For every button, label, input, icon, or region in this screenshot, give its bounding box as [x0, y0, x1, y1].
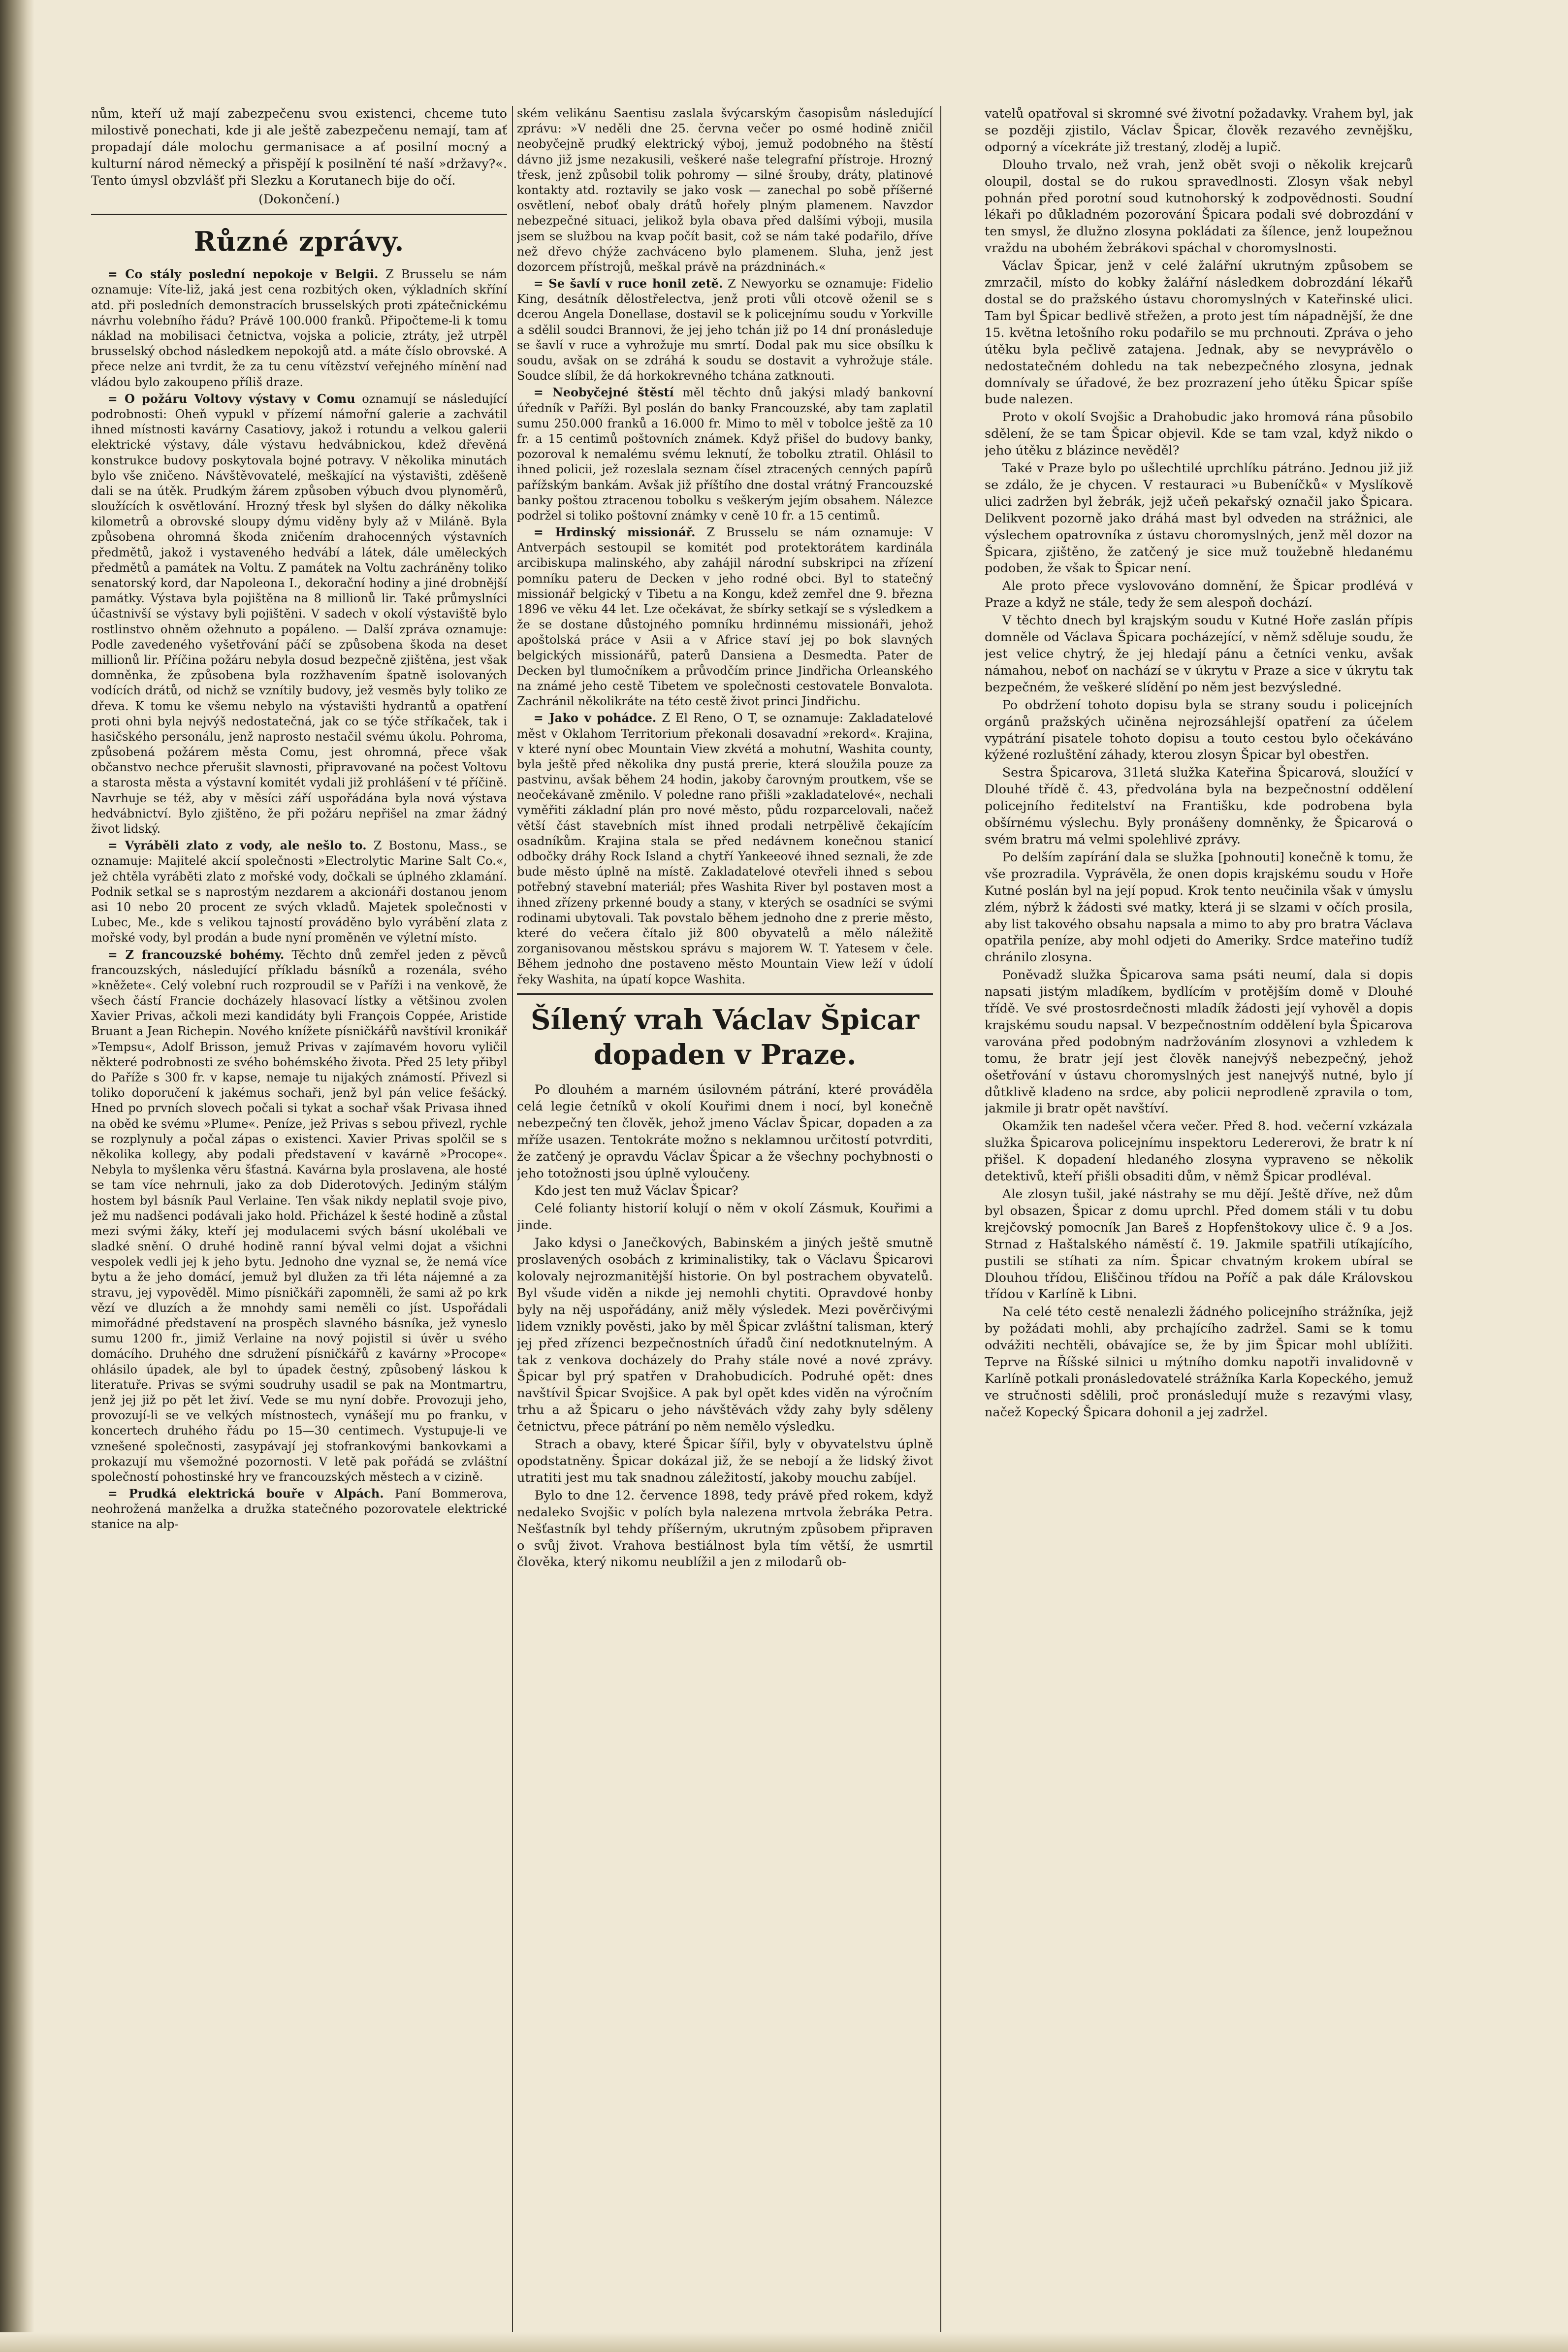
news-item-text: Z Newyorku se oznamuje: Fidelio King, desátník dělostřelectva, jenž proti vůli otcově oženil se s dcerou Angela Donellase, dostavil se k policejnímu soudu v Yorkville a sdělil soudci Brannovi, že jej jeho tchán již po 14 dní pronásleduje se šavlí v ruce a vyhrožuje mu smrtí. Dodal pak mu sice obsílku k soudu, avšak on se zdráhá k soudu se dostavit a vyhrožuje stále. Soudce slíbil, že dá horkokrevného tchána zatknouti. [517, 277, 933, 383]
news-item-lead: = Prudká elektrická bouře v Alpách. [107, 1486, 384, 1501]
news-item-text: Z Brusselu se nám oznamuje: V Antverpách sestoupil se komitét pod protektorátem kardinála arcibiskupa malinského, aby zahájil národní subskripci na zřízení pomníku pateru de Decken v jeho rodné obci. Byl to statečný missionář belgický v Tibetu a na Kongu, kdež zemřel dne 9. března 1896 ve věku 44 let. Lze očekávat, že sbírky setkají se s výsledkem a že se dostane důstojného pomníku hrdinnému missionáři, jehož apoštolská práce v Asii a v Africe staví jej po bok slavných belgických missionářů, paterů Dansiena a Desmedta. Pater de Decken byl tlumočníkem a průvodčím prince Jindřicha Orleanského na známé jeho cestě Tibetem ve společnosti cestovatele Bonvalota. Zachránil několikráte na této cestě život princi Jindřichu. [517, 525, 933, 709]
column-3 [985, 106, 1413, 2327]
article-paragraph: Jako kdysi o Janečkových, Babinském a jiných ještě smutně proslavených osobách z kriminalistiky, tak o Václavu Špicarovi kolovaly nejrozmanitější historie. On byl postrachem obyvatelů. Byl všude viděn a nikde jej nemohli chytiti. Opravdové honby byly na něj uspořádány, aniž měly výsledek. Mezi pověrčivými lidem vznikly pověsti, jako by měl Špicar zvláštní talisman, který jej před zřízenci bezpečnostních úřadů činí nedotknutelným. A tak z venkova docházely do Prahy stále nové a nové zprávy. Špicar byl prý spatřen v Drahobudicích. Podruhé opět: dnes navštívil Špicar Svojšice. A pak byl opět kdes viděn na výročním trhu a až Špicaru o jeho návštěvách vždy zahy byly sděleny četnictvu, přece pátrání po něm nemělo výsledku. [517, 1236, 933, 1435]
news-item-text: Z Bostonu, Mass., se oznamuje: Majitelé akcií společnosti »Electrolytic Marine Salt Co.«, jež chtěla vyráběti zlato z mořské vody, dočkali se úplného zklamání. Podnik setkal se s naprostým nezdarem a akcionáři dostanou jenom asi 10 nebo 20 procent ze svých vkladů. Majetek společnosti v Lubec, Me., kde s velikou tajností prováděno bylo vyrábění zlata z mořské vody, byl prodán a bude nyní proměněn ve výletní místo. [91, 839, 507, 945]
news-item-lead: = Z francouzské bohémy. [107, 947, 285, 962]
article-paragraph: Bylo to dne 12. července 1898, tedy právě před rokem, když nedaleko Svojšic v polích byla nalezena mrtvola žebráka Petra. Nešťastník byl tehdy příšerným, ukrutným způsobem připraven o svůj život. Vrahova bestiálnost byla tím větší, že usmrtil člověka, který nikomu neublížil a jen z milodarů ob- [517, 1488, 933, 1570]
article-paragraph: Po delším zapírání dala se služka [pohnouti] konečně k tomu, že vše prozradila. Vyprávěla, že onen dopis krajskému soudu v Hoře Kutné poslán byl na její popud. Krok tento neučinila však v úmyslu zlém, nýbrž k žádosti své matky, která ji se slzami v očích prosila, aby list takového obsahu napsala a mimo to aby pro bratra Václava opatřila peníze, aby mohl odjeti do Ameriky. Srdce mateřino tudíž chránilo zlosyna. [985, 849, 1413, 965]
news-item-text: Těchto dnů zemřel jeden z pěvců francouzských, následující příkladu básníků a rozenála, svého »kněžete«. Celý volební ruch rozproudil se v Paříži i na venkově, že všech částí Francie docházely hlasovací lístky a většinou zvolen Xavier Privas, ačkoli mezi kandidáty byli François Coppée, Aristide Bruant a Jean Richepin. Nového knížete písničkářů navštívil kronikář »Tempsu«, Adolf Brisson, jemuž Privas v zajímavém hovoru vyličil některé podrobnosti ze svého bohémského života. Před 25 lety přibyl do Paříže s 300 fr. v kapse, nemaje tu nijakých známostí. Přivezl si toliko doporučení k jakémus sochaři, jenž byl pán velice fešácký. Hned po prvních slovech počali si tykat a sochař však Privasa ihned na oběd ke svému »Plume«. Peníze, jež Privas s sebou přivezl, rychle se rozplynuly a počal zápas o existenci. Xavier Privas spolčil se s několika kollegy, aby podali představení v kavárně »Procope«. Nebyla to myšlenka věru šťastná. Kavárna byla proslavena, ale hosté se tam více nehrnuli, jako za dob Diderotových. Jediným stálým hostem byl básník Paul Verlaine. Ten však nikdy neplatil svoje pivo, jež mu nadšenci podávali jako hold. Přicházel k šesté hodině a zůstal mezi svými žáky, kteří jej modulacemi svých básní ukolébali ve sladké snění. O druhé hodině ranní býval velmi dojat a všichni vespolek vedli jej k jeho bytu. Jednoho dne vyznal se, že nemá více bytu a že jeho domácí, jemuž byl dlužen za tři léta nájemné a za stravu, jej vypověděl. Mimo písničkáři zapomněli, že sami až po krk vězí ve dluzích a že mnohdy sami neměli co jíst. Uspořádali mimořádné představení na prospěch slavného básníka, jež vyneslo sumu 1200 fr., jimiž Verlaine na nový pojistil si úvěr u svého domácího. Druhého dne sdružení písničkářů z kavárny »Procope« ohlásilo úpadek, ale byl to úpadek čestný, způsobený láskou k literatuře. Privas se svými soudruhy usadil se pak na Montmartru, jenž jej již po pět let živí. Vede se mu nyní dobře. Provozuji jeho, provozují-li se ve velkých místnostech, vynášejí mu po franku, v koncertech druhého řádu po 15—30 centimech. Vystupuje-li ve vznešené společnosti, zasypávají jej stofrankovými bankovkami a prokazují mu všemožné pozornosti. V letě pak pořádá se zvláštní společností pohostinské hry ve francouzských městech a v cizině. [91, 947, 507, 1484]
news-item-lead: = Se šavlí v ruce honil zetě. [533, 276, 723, 291]
section-title: Různé zprávy. [193, 226, 405, 258]
news-item-text: měl těchto dnů jakýsi mladý bankovní úředník v Paříži. Byl poslán do banky Francouzské, aby tam zaplatil sumu 250.000 franků a 16.000 fr. Mimo to měl v tobolce ještě za 10 fr. a 15 centimů poštovních známek. Když přišel do budovy banky, pozoroval k nemalému svému leknutí, že tobolku ztratil. Ohlásil to ihned policii, jež rozeslala seznam čísel ztracených cenných papírů pařížským bankám. Avšak již příštího dne dostal vrátný Francouzské banky poštou ztracenou tobolku s veškerým jejím obsahem. Nálezce podržel si toliko poštovní známky v ceně 10 fr. a 15 centimů. [517, 386, 933, 523]
article-paragraph: Proto v okolí Svojšic a Drahobudic jako hromová rána působilo sdělení, že se tam Špicar objevil. Kde se tam vzal, když nikdo o jeho útěku z blázince nevěděl? [985, 410, 1413, 458]
news-items-continued [517, 106, 933, 987]
news-item-lead: = Co stály poslední nepokoje v Belgii. [107, 267, 379, 282]
column-2 [517, 106, 933, 2327]
news-item [517, 385, 933, 523]
article-paragraph: Dlouho trvalo, než vrah, jenž obět svoji o několik krejcarů oloupil, dostal se do rukou spravedlnosti. Zlosyn však nebyl pohnán před porotní soud kutnohorský k zodpovědnosti. Soudní lékaři po důkladném pozorování Špicara podali své dobrozdání v ten smysl, že dlužno zlosyna pokládati za šílence, jenž loupežnou vraždu na ubohém žebrákovi spáchal v choromyslnosti. [985, 157, 1413, 256]
news-item-text: Paní Bommerova, neohrožená manželka a družka statečného pozorovatele elektrické stanice na alp- [91, 1487, 507, 1532]
news-item-text: Z El Reno, O T, se oznamuje: Zakladatelové měst v Oklahom Territorium překonali dosavadní »rekord«. Krajina, v které nyní obec Mountain View zkvétá a mohutní, Washita county, byla ještě před několika dny pustá prerie, která sloužila pouze za pastvinu, avšak během 24 hodin, jakoby čarovným proutkem, vše se neočekávaně změnilo. V poledne rano přišli »zakladatelové«, nechali vyměřiti základní plán pro nové město, půdu rozparcelovali, načež větší část stavebních míst ihned prodali netrpělivě čekajícím osadníkům. Krajina stala se před nedávnem konečnou stanicí odbočky dráhy Rock Island a chytří Yankeeové ihned seznali, že zde bude město úplně na místě. Zakladatelové otevřeli ihned s sebou potřebný stavební materiál; přes Washita River byl postaven most a ihned zřízeny prkenné boudy a stany, v kterých se osadníci se svými rodinami ubytovali. Tak povstalo během jednoho dne z prerie město, které do večera čítalo již 800 obyvatelů a mělo náležitě zorganisovanou městskou správu s majorem W. T. Yatesem v čele. Během jednoho dne postaveno město Mountain View leží v údolí řeky Washita, na úpatí kopce Washita. [517, 711, 933, 986]
page-binding-shadow [0, 0, 34, 2352]
article-paragraph: Na celé této cestě nenalezli žádného policejního strážníka, jejž by požádati mohli, aby prchajícího zadržel. Sami se k tomu odvážiti nechtěli, obávajíce se, že by jim Špicar mohl ublížiti. Teprve na Říšské silnici u mýtního domku napotři invalidovně v Karlíně potkali pronásledovatelé strážníka Karla Kopeckého, jemuž ve stručnosti sdělili, proč pronásledují muže s rezavými vlasy, načež Kopecký Špicara dohonil a jej zadržel. [985, 1305, 1413, 1420]
article-paragraph: Václav Špicar, jenž v celé žalářní ukrutným způsobem se zmrzačil, místo do kobky žalářní následkem dobrozdání lékařů dostal se do pražského ústavu choromyslných v Kateřinské ulici. Tam byl Špicar bedlivě střežen, a proto jest tím nápadnější, že dne 15. května letošního roku podařilo se mu prchnouti. Zpráva o jeho útěku byla pečlivě zatajena. Jednak, aby se nevyprávělo o nedostatečném dohledu na tak nebezpečného zlosyna, jednak domnívaly se úřadové, že bez prozrazení jeho útěku Špicar spíše bude nalezen. [985, 259, 1413, 407]
news-item [517, 276, 933, 384]
news-item-lead: = Neobyčejné štěstí [533, 385, 674, 400]
news-item-lead: = Hrdinský missionář. [533, 525, 696, 540]
article-paragraph: Po obdržení tohoto dopisu byla se strany soudu i policejních orgánů pražských učiněna nejrozsáhlejší opatření za účelem vypátrání pisatele tohoto dopisu a touto cestou bylo očekáváno kýžené rozluštění záhady, kterou zlosyn Špicar byl obestřen. [985, 697, 1413, 763]
article-divider [517, 993, 933, 995]
section-divider [91, 214, 507, 215]
article-body [517, 1082, 933, 1571]
continued-note: (Dokončení.) [258, 192, 340, 207]
article-paragraph: Ale proto přece vyslovováno domnění, že Špicar prodlévá v Praze a když ne stále, tedy že sem alespoň dochází. [985, 579, 1413, 611]
news-item [517, 710, 933, 987]
news-item-lead: = Vyráběli zlato z vody, ale nešlo to. [107, 838, 367, 853]
news-item [91, 266, 507, 390]
article-paragraph: Celé folianty historií kolují o něm v okolí Zásmuk, Kouřimi a jinde. [517, 1201, 933, 1233]
news-item-continuation: ském velikánu Saentisu zaslala švýcarským časopisům následující zprávu: »V neděli dne 25. června večer po osmé hodině zničil neobyčejně prudký elektrický výboj, jemuž podobného na štěstí dávno již jsme nezakusili, veškeré naše telegrafní přístroje. Hrozný třesk, jenž způsobil tolik pohromy — silné šrouby, dráty, platinové kontakty atd. roztavily se jako vosk — zanechal po sobě příšerné osvětlení, neboť obaly drátů hořely plným plamenem. Navzdor nebezpečné situaci, jelikož byla obava před dalšími výboji, musila jsem se službou na kvap počít basit, což se nám také podařilo, dříve než dřevo chýže zachváceno bylo plamenem. Sluha, jenž jest dozorcem přístrojů, meškal právě na prázdninách.« [517, 106, 933, 274]
column-rule-2 [940, 106, 941, 2332]
news-item [91, 838, 507, 946]
article-paragraph: Také v Praze bylo po ušlechtilé uprchlíku pátráno. Jednou již již se zdálo, že je chycen. V restauraci »u Bubeníčků« v Myslíkově ulici zadržen byl žebrák, jejž učeň pekařský označil jako Špicara. Delikvent pozorně jako dráhá mast byl odveden na strážnici, ale výslechem opatrovníka z ústavu choromyslných, jenž měl dozor na Špicara, zjištěno, že zatčený je sice muž toužebně hledanému podoben, že však to Špicar není. [985, 461, 1413, 576]
news-item-lead: = Jako v pohádce. [533, 711, 657, 725]
news-item-lead: = O požáru Voltovy výstavy v Comu [107, 391, 355, 406]
page-bottom-edge [0, 2332, 1568, 2352]
article-paragraph: Strach a obavy, které Špicar šířil, byly v obyvatelstvu úplně opodstatněny. Špicar dokázal již, že se nebojí a že lidský život utratiti jest mu tak snadnou záležitostí, jakoby mouchu zabíjel. [517, 1437, 933, 1485]
news-item [517, 524, 933, 709]
column-rule-1 [512, 106, 513, 2332]
article-paragraph: Poněvadž služka Špicarova sama psáti neumí, dala si dopis napsati jistým mladíkem, bydlícím v protějším domě v Dlouhé třídě. Ve své prostosrdečnosti mladík žádosti její vyhověl a dopis krajskému soudu napsal. V bezpečnostním oddělení byla Špicarova varována před podobným nadržováním zlosynovi a vzhledem k tomu, že bratr její jest člověk nanejvýš nebezpečný, jehož ošetřování v ústavu choromyslných jest nanejvýš nutné, bylo jí důtklivě kladeno na srdce, aby policii neprodleně zpravila o tom, jakmile ji bratr opět navštíví. [985, 968, 1413, 1116]
news-item [91, 391, 507, 837]
news-item-text: oznamují se následující podrobnosti: Oheň vypukl v přízemí námořní galerie a zachvátil ihned místnosti kavárny Casatiovy, jakož i rotundu a velkou galerii elektrické výstavy, dále výstavu hedvábnickou, kdež dřevěná konstrukce budovy poskytovala bojné potravy. V několika minutách bylo vše zničeno. Návštěvovatelé, meškající na výstavišti, zděšeně dali se na útěk. Prudkým žárem způsoben výbuch dvou plynoměrů, sloužících k osvětlování. Hrozný třesk byl slyšen do dálky několika kilometrů a obrovské sloupy dýmu viděny byly až v Miláně. Byla způsobena ohromná škoda zničením drahocenných výstavních předmětů, jakož i vystaveného hedvábí a látek, dále uměleckých předmětů a památek na Voltu. Z památek na Voltu zachráněny toliko senatorský kord, dar Napoleona I., dekorační hodiny a jiné drobnější památky. Výstava byla pojištěna na 8 millionů lir. Také průmyslníci účastnivší se výstavy byli pojištěni. V sadech v okolí výstaviště bylo rostlinstvo ohněm ožehnuto a popáleno. — Další zpráva oznamuje: Podle zavedeného vyšetřování páčí se způsobena škoda na deset millionů lir. Příčina požáru nebyla dosud bezpečně zjištěna, jest však domněnka, že způsobena byla rozžhavením špatně isolovaných vodících drátů, od nichž se vznítily budovy, jež vesměs byly toliko ze dřeva. K tomu ke všemu nebylo na výstavišti hydrantů a opatření proti ohni byla nejvýš nedostatečná, jak co se týče stříkaček, tak i hasičského personálu, jenž naprosto nestačil svému úkolu. Pohroma, způsobená požárem města Comu, jest ohromná, přece však občanstvo nechce přerušit slavnosti, připravované na počest Voltovu a starosta města a výstavní komitét vydali již prohlášení v té příčině. Navrhuje se též, aby v měsíci září uspořádána byla nová výstava hedvábnictví. Bylo zjištěno, že při požáru nepřišel na zmar žádný život lidský. [91, 392, 507, 836]
article-continuation: nům, kteří už mají zabezpečenu svou existenci, chceme tuto milostivě ponechati, kde ji ale ještě zabezpečenu nemají, tam ať propadají dále molochu germanisace a ať posilní mocný a kulturní národ německý a přispějí k posilnění té naší »državy?«. Tento úmysl obzvlášť při Slezku a Korutanech bije do očí. [91, 106, 507, 188]
column-1 [91, 106, 507, 2327]
article-paragraph: Okamžik ten nadešel včera večer. Před 8. hod. večerní vzkázala služka Špicarova policejnímu inspektoru Ledererovi, že bratr k ní přišel. K dopadení hledaného zlosyna vypraveno se několik detektivů, kteří přišli obsaditi dům, v němž Špicar prodléval. [985, 1119, 1413, 1184]
article-paragraph: Kdo jest ten muž Václav Špicar? [534, 1183, 738, 1199]
article-paragraph: Sestra Špicarova, 31letá služka Kateřina Špicarová, sloužící v Dlouhé třídě č. 43, předvolána byla na bezpečnostní oddělení policejního ředitelství na Františku, kde podrobena byla obšírnému výslechu. Byly pronášeny domněnky, že Špicarová o svém bratru má velmi spolehlivé zprávy. [985, 765, 1413, 847]
article-paragraph: Po dlouhém a marném úsilovném pátrání, které prováděla celá legie četníků v okolí Kouřimi dnem i nocí, byl konečně nebezpečný ten člověk, jehož jmeno Václav Špicar, dopaden a za mříže usazen. Tentokráte možno s neklamnou určitostí potvrditi, že zatčený je opravdu Václav Špicar a že všechny pochybnosti o jeho totožnosti jsou úplně vyloučeny. [517, 1082, 933, 1181]
article-paragraph: V těchto dnech byl krajským soudu v Kutné Hoře zaslán přípis domněle od Václava Špicara pocházející, v němž sděluje soudu, že jest velice chytrý, že jej hledají pánu a četníci venku, avšak námahou, neboť on nachází se v úkrytu v Praze a sice v úkrytu tak bezpečném, že veškeré slídění po něm jest bezvýsledné. [985, 613, 1413, 695]
article-headline: Šílený vrah Václav Špicar dopaden v Praze. [531, 1003, 919, 1072]
news-items [91, 266, 507, 1532]
news-item [91, 947, 507, 1485]
news-item [91, 1486, 507, 1533]
article-paragraph: vatelů opatřoval si skromné své životní požadavky. Vrahem byl, jak se později zjistilo, Václav Špicar, člověk rezavého zevnějšku, odporný a vícekráte již trestaný, zloděj a lupič. [985, 106, 1413, 155]
article-paragraph: Ale zlosyn tušil, jaké nástrahy se mu dějí. Ještě dříve, než dům byl obsazen, Špicar z domu uprchl. Před domem stáli v tu dobu krejčovský pomocník Jan Bareš z Hopfenštokovy ulice č. 9 a Jos. Strnad z Haštalského náměstí č. 19. Jakmile spatřili utíkajícího, pustili se stíhati za ním. Špicar chvatným krokem ubíral se Dlouhou třídou, Eliščinou třídou na Poříč a pak dále Královskou třídou v Karlíně k Libni. [985, 1187, 1413, 1302]
news-item-text: Z Brusselu se nám oznamuje: Víte-liž, jaká jest cena rozbitých oken, výkladních skříní atd. při posledních demonstracích brusselských proti zpátečnickému návrhu volebního řádu? Právě 100.000 franků. Připočteme-li k tomu náklad na mobilisaci četnictva, vojska a policie, ztráty, jež utrpěl brusselský obchod následkem nepokojů atd. a máte číslo obrovské. A přece nelze ani tvrdit, že za tu cenu vítězství veřejného mínění nad vládou bylo zakoupeno příliš draze. [91, 267, 507, 389]
